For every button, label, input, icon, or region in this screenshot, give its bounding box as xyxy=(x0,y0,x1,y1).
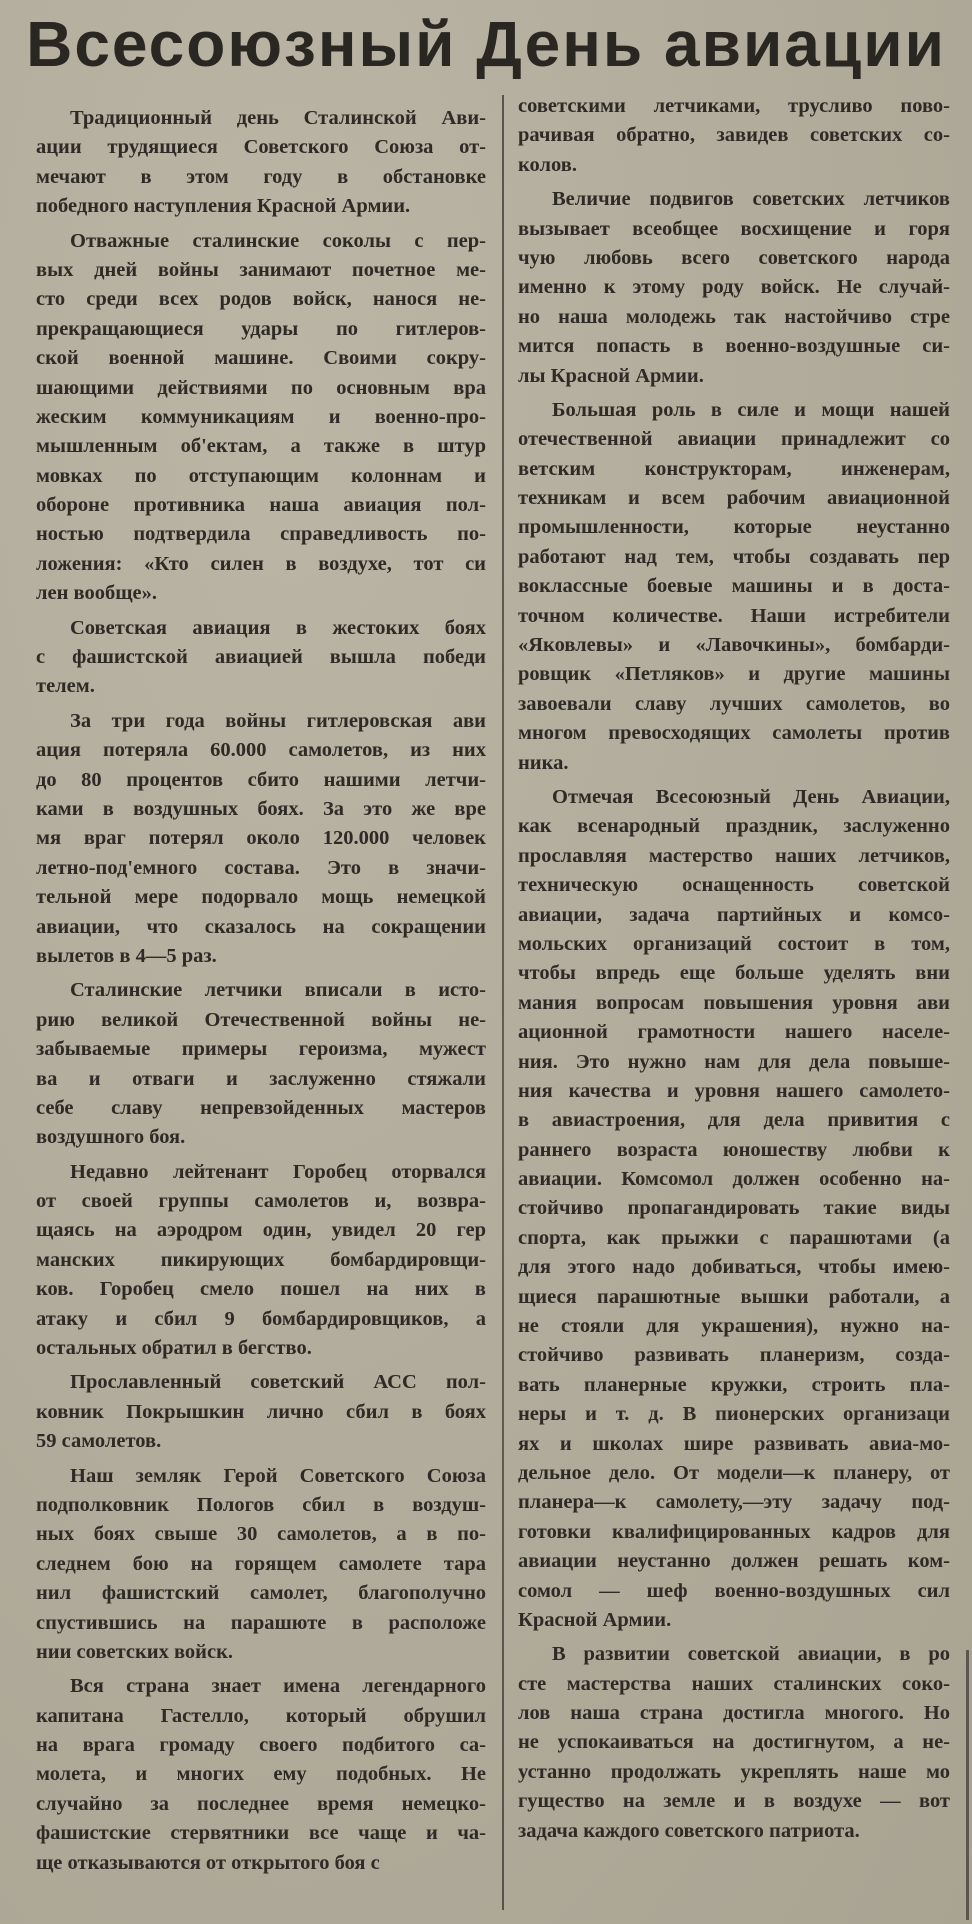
text-line: сомол — шеф военно-воздушных сил xyxy=(518,1579,950,1602)
text-line: многом превосходящих самолеты против xyxy=(518,722,950,745)
text-line: Отважные сталинские соколы с пер- xyxy=(70,229,486,252)
text-line: воздушного боя. xyxy=(36,1126,186,1149)
text-line: жеским коммуникациям и военно-про- xyxy=(36,405,486,428)
text-line: воклассные боевые машины и в доста- xyxy=(518,575,950,598)
text-line: до 80 процентов сбито нашими летчи- xyxy=(36,768,486,791)
text-line: ской военной машине. Своими сокру- xyxy=(36,347,486,370)
text-line: завоевали славу лучших самолетов, во xyxy=(518,692,950,715)
text-line: вылетов в 4—5 раз. xyxy=(36,944,217,967)
article-paragraph xyxy=(518,185,950,391)
text-line: чую любовь всего советского народа xyxy=(518,246,950,269)
text-line: раннего возраста юношеству любви к xyxy=(518,1138,950,1161)
text-line: вых дней войны занимают почетное ме- xyxy=(36,258,486,281)
text-line: мечают в этом году в обстановке xyxy=(36,165,486,188)
text-line: ях и школах шире развивать авиа-мо- xyxy=(518,1432,950,1455)
text-line: Советская авиация в жестоких боях xyxy=(70,616,486,639)
text-line: молета, и многих ему подобных. Не xyxy=(36,1763,486,1786)
text-line: себе славу непревзойденных мастеров xyxy=(36,1096,486,1119)
text-line: готовки квалифицированных кадров для xyxy=(518,1520,950,1543)
article-paragraph xyxy=(518,396,950,778)
article-paragraph xyxy=(36,104,486,222)
text-line: мольских организаций состоит в том, xyxy=(518,932,950,955)
text-line: ностью подтвердила справедливость по- xyxy=(36,523,486,546)
text-line: рию великой Отечественной войны не- xyxy=(36,1008,486,1031)
text-line: Вся страна знает имена легендарного xyxy=(70,1675,486,1698)
text-line: промышленности, которые неустанно xyxy=(518,516,950,539)
text-line: Недавно лейтенант Горобец оторвался xyxy=(70,1160,486,1183)
text-line: Наш земляк Герой Советского Союза xyxy=(70,1464,486,1487)
text-line: мится попасть в военно-воздушные си- xyxy=(518,335,950,358)
text-line: чтобы впредь еще больше уделять вни xyxy=(518,962,950,985)
text-line: летно-под'емного состава. Это в значи- xyxy=(36,856,486,879)
text-line: мя враг потерял около 120.000 человек xyxy=(36,827,486,850)
text-line: ветским конструкторам, инженерам, xyxy=(518,457,950,480)
text-line: победного наступления Красной Армии. xyxy=(36,195,411,218)
text-line: устанно продолжать укреплять наше мо xyxy=(518,1760,950,1783)
text-line: отечественной авиации принадлежит со xyxy=(518,428,950,451)
text-line: сте мастерства наших сталинских соко- xyxy=(518,1672,950,1695)
text-line: нил фашистский самолет, благополучно xyxy=(36,1582,486,1605)
text-line: ще отказываются от открытого боя с xyxy=(36,1851,380,1874)
text-line: лов наша страна достигла многого. Но xyxy=(518,1702,950,1725)
text-line: подполковник Пологов сбил в воздуш- xyxy=(36,1493,486,1516)
text-line: шающими действиями по основным вра xyxy=(36,376,486,399)
text-line: остальных обратил в бегство. xyxy=(36,1337,312,1360)
text-line: ровщик «Петляков» и другие машины xyxy=(518,663,950,686)
text-line: лы Красной Армии. xyxy=(518,364,704,387)
text-line: стойчиво пропагандировать такие виды xyxy=(518,1197,950,1220)
text-line: ками в воздушных боях. За это же вре xyxy=(36,797,486,820)
text-line: на врага громаду своего подбитого са- xyxy=(36,1734,486,1757)
text-line: Сталинские летчики вписали в исто- xyxy=(70,979,486,1002)
text-line: стойчиво развивать планеризм, созда- xyxy=(518,1344,950,1367)
text-line: ния. Это нужно нам для дела повыше- xyxy=(518,1050,950,1073)
text-line: советскими летчиками, трусливо пово- xyxy=(518,95,950,117)
article-paragraph xyxy=(36,1672,486,1878)
text-line: колов. xyxy=(518,153,577,176)
article-paragraph xyxy=(518,783,950,1635)
text-line: не успокаиваться на достигнутом, а не- xyxy=(518,1731,950,1754)
text-line: именно к этому роду войск. Не случай- xyxy=(518,276,950,299)
text-line: атаку и сбил 9 бомбардировщиков, а xyxy=(36,1307,486,1330)
text-line: обороне противника наша авиация пол- xyxy=(36,494,486,517)
article-paragraph xyxy=(36,707,486,972)
column-divider xyxy=(502,95,504,1910)
text-line: ковник Покрышкин лично сбил в боях xyxy=(36,1400,486,1423)
text-line: авиации. Комсомол должен особенно на- xyxy=(518,1168,950,1191)
text-line: авиации неустанно должен решать ком- xyxy=(518,1550,950,1573)
text-line: ация потеряла 60.000 самолетов, из них xyxy=(36,739,486,762)
text-line: Красной Армии. xyxy=(518,1608,672,1631)
text-line: Большая роль в силе и мощи нашей xyxy=(552,398,950,421)
article-paragraph xyxy=(36,1462,486,1668)
text-line: ния качества и уровня нашего самолето- xyxy=(518,1079,950,1102)
article-column-left xyxy=(36,104,486,1883)
text-line: рачивая обратно, завидев советских со- xyxy=(518,124,950,147)
text-line: мания вопросам повышения уровня ави xyxy=(518,991,950,1014)
text-line: ложения: «Кто силен в воздухе, тот си xyxy=(36,552,486,575)
text-line: в авиастроения, для дела привития с xyxy=(518,1109,950,1132)
text-line: авиации, что сказалось на сокращении xyxy=(36,915,486,938)
text-line: точном количестве. Наши истребители xyxy=(518,604,950,627)
text-line: капитана Гастелло, который обрушил xyxy=(36,1704,486,1727)
article-paragraph xyxy=(36,976,486,1152)
text-line: сто среди всех родов войск, нанося не- xyxy=(36,288,486,311)
article-headline: Всесоюзный День авиации xyxy=(26,8,946,80)
text-line: вать планерные кружки, строить пла- xyxy=(518,1373,950,1396)
text-line: Прославленный советский АСС пол- xyxy=(70,1371,486,1394)
text-line: Традиционный день Сталинской Ави- xyxy=(70,107,486,129)
text-line: Величие подвигов советских летчиков xyxy=(552,188,950,211)
article-paragraph xyxy=(36,614,486,702)
text-line: телем. xyxy=(36,675,95,698)
page-edge-rule xyxy=(966,1650,969,1920)
text-line: манских пикирующих бомбардировщи- xyxy=(36,1248,486,1271)
text-line: ных боях свыше 30 самолетов, а в по- xyxy=(36,1523,486,1546)
text-line: ника. xyxy=(518,751,569,774)
text-line: тельной мере подорвало мощь немецкой xyxy=(36,886,486,909)
text-line: Отмечая Всесоюзный День Авиации, xyxy=(552,785,950,808)
text-line: авиации, задача партийных и комсо- xyxy=(518,903,950,926)
text-line: В развитии советской авиации, в ро xyxy=(552,1643,950,1666)
text-line: спорта, как прыжки с парашютами (а xyxy=(518,1226,950,1249)
text-line: ационной грамотности нашего населе- xyxy=(518,1021,950,1044)
text-line: с фашистской авиацией вышла победи xyxy=(36,646,486,669)
text-line: техническую оснащенность советской xyxy=(518,874,950,897)
text-line: ков. Горобец смело пошел на них в xyxy=(36,1278,486,1301)
text-line: фашистские стервятники все чаще и ча- xyxy=(36,1822,486,1845)
text-line: нии советских войск. xyxy=(36,1640,234,1663)
text-line: «Яковлевы» и «Лавочкины», бомбарди- xyxy=(518,634,950,657)
text-line: но наша молодежь так настойчиво стре xyxy=(518,305,950,328)
text-line: задача каждого советского патриота. xyxy=(518,1819,860,1842)
text-line: гущество на земле и в воздухе — вот xyxy=(518,1790,950,1813)
text-line: щаясь на аэродром один, увидел 20 гер xyxy=(36,1219,486,1242)
text-line: вызывает всеобщее восхищение и горя xyxy=(518,217,950,240)
article-paragraph xyxy=(36,227,486,609)
article-paragraph xyxy=(518,92,950,180)
text-line: для этого надо добиваться, чтобы имею- xyxy=(518,1256,950,1279)
text-line: мовках по отступающим колоннам и xyxy=(36,464,486,487)
text-line: спустившись на парашюте в расположе xyxy=(36,1611,486,1634)
text-line: неры и т. д. В пионерских организаци xyxy=(518,1403,950,1426)
text-line: ва и отваги и заслуженно стяжали xyxy=(36,1067,486,1090)
text-line: от своей группы самолетов и, возвра- xyxy=(36,1190,486,1213)
text-line: прекращающиеся удары по гитлеров- xyxy=(36,317,486,340)
text-line: За три года войны гитлеровская ави xyxy=(70,709,486,732)
text-line: забываемые примеры героизма, мужест xyxy=(36,1038,486,1061)
text-line: не стояли для украшения), нужно на- xyxy=(518,1315,950,1338)
text-line: работают над тем, чтобы создавать пер xyxy=(518,545,950,568)
article-paragraph xyxy=(36,1368,486,1456)
text-line: 59 самолетов. xyxy=(36,1430,162,1453)
text-line: следнем бою на горящем самолете тара xyxy=(36,1552,486,1575)
text-line: случайно за последнее время немецко- xyxy=(36,1792,486,1815)
text-line: лен вообще». xyxy=(36,582,157,605)
article-paragraph xyxy=(36,1158,486,1364)
text-line: планера—к самолету,—эту задачу под- xyxy=(518,1491,950,1514)
article-column-right xyxy=(518,92,950,1851)
text-line: ации трудящиеся Советского Союза от- xyxy=(36,136,486,159)
text-line: дельное дело. От модели—к планеру, от xyxy=(518,1461,950,1484)
text-line: мышленным об'ектам, а также в штур xyxy=(36,435,486,458)
text-line: как всенародный праздник, заслуженно xyxy=(518,815,950,838)
text-line: прославляя мастерство наших летчиков, xyxy=(518,844,950,867)
text-line: щиеся парашютные вышки работали, а xyxy=(518,1285,950,1308)
article-paragraph xyxy=(518,1640,950,1846)
text-line: техникам и всем рабочим авиационной xyxy=(518,487,950,510)
